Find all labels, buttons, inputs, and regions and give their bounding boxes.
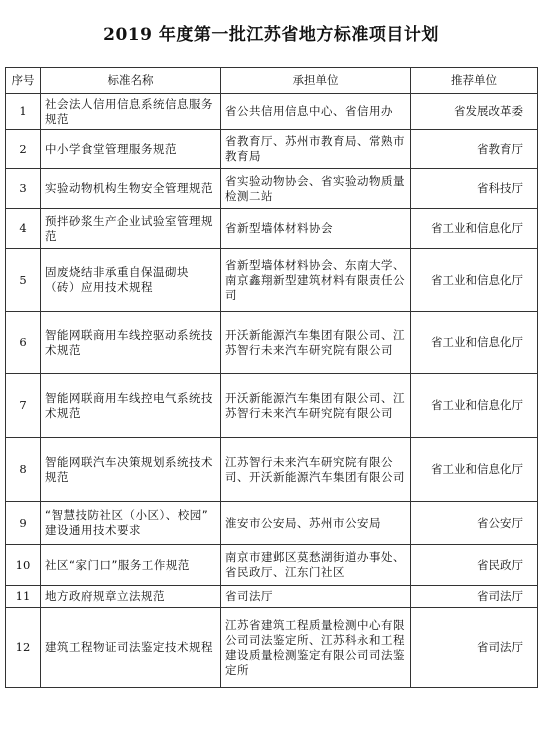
table-row [6, 438, 538, 502]
row-unit: 省公共信用信息中心、省信用办 [221, 94, 411, 130]
row-unit: 省新型墙体材料协会 [221, 209, 411, 249]
row-name: 社会法人信用信息系统信息服务规范 [41, 94, 221, 130]
row-name: 智能网联汽车决策规划系统技术规范 [41, 438, 221, 502]
row-no: 4 [6, 209, 41, 249]
row-no: 12 [6, 608, 41, 688]
row-no: 3 [6, 169, 41, 209]
row-recommender: 省教育厅 [411, 130, 538, 169]
row-recommender: 省工业和信息化厅 [411, 312, 538, 374]
row-unit: 省司法厅 [221, 586, 411, 608]
row-no: 8 [6, 438, 41, 502]
row-unit: 江苏省建筑工程质量检测中心有限公司司法鉴定所、江苏科永和工程建设质量检测鉴定有限公司司法鉴定所 [221, 608, 411, 688]
row-recommender: 省司法厅 [411, 586, 538, 608]
header-recommender: 推荐单位 [411, 68, 538, 94]
row-unit: 江苏智行未来汽车研究院有限公司、开沃新能源汽车集团有限公司 [221, 438, 411, 502]
row-unit: 省教育厅、苏州市教育局、常熟市教育局 [221, 130, 411, 169]
row-no: 10 [6, 545, 41, 586]
header-name: 标准名称 [41, 68, 221, 94]
row-recommender: 省工业和信息化厅 [411, 249, 538, 312]
header-unit: 承担单位 [221, 68, 411, 94]
row-unit: 淮安市公安局、苏州市公安局 [221, 502, 411, 545]
row-name: 地方政府规章立法规范 [41, 586, 221, 608]
row-no: 1 [6, 94, 41, 130]
row-recommender: 省工业和信息化厅 [411, 438, 538, 502]
table-row [6, 502, 538, 545]
row-name: “智慧技防社区（小区）、校园” 建设通用技术要求 [41, 502, 221, 545]
row-recommender: 省司法厅 [411, 608, 538, 688]
row-recommender: 省工业和信息化厅 [411, 374, 538, 438]
row-unit: 省实验动物协会、省实验动物质量检测二站 [221, 169, 411, 209]
row-name: 智能网联商用车线控驱动系统技术规范 [41, 312, 221, 374]
row-unit: 开沃新能源汽车集团有限公司、江苏智行未来汽车研究院有限公司 [221, 374, 411, 438]
row-recommender: 省科技厅 [411, 169, 538, 209]
document-title: 2019 年度第一批江苏省地方标准项目计划 [103, 25, 439, 45]
table-row [6, 94, 538, 130]
table-row [6, 249, 538, 312]
row-name: 社区“家门口”服务工作规范 [41, 545, 221, 586]
table-row [6, 608, 538, 688]
row-unit: 省新型墙体材料协会、东南大学、南京鑫翔新型建筑材料有限责任公司 [221, 249, 411, 312]
row-unit: 南京市建邺区莫愁湖街道办事处、省民政厅、江东门社区 [221, 545, 411, 586]
row-no: 5 [6, 249, 41, 312]
table-row [6, 586, 538, 608]
table-row [6, 169, 538, 209]
table-row [6, 130, 538, 169]
table-row [6, 374, 538, 438]
row-no: 11 [6, 586, 41, 608]
table-row [6, 545, 538, 586]
row-name: 固废烧结非承重自保温砌块（砖）应用技术规程 [41, 249, 221, 312]
row-recommender: 省工业和信息化厅 [411, 209, 538, 249]
row-no: 7 [6, 374, 41, 438]
row-recommender: 省公安厅 [411, 502, 538, 545]
row-no: 2 [6, 130, 41, 169]
row-recommender: 省发展改革委 [411, 94, 538, 130]
row-name: 建筑工程物证司法鉴定技术规程 [41, 608, 221, 688]
row-recommender: 省民政厅 [411, 545, 538, 586]
standards-table [5, 67, 538, 688]
row-name: 中小学食堂管理服务规范 [41, 130, 221, 169]
row-no: 9 [6, 502, 41, 545]
header-no: 序号 [6, 68, 41, 94]
row-unit: 开沃新能源汽车集团有限公司、江苏智行未来汽车研究院有限公司 [221, 312, 411, 374]
row-name: 智能网联商用车线控电气系统技术规范 [41, 374, 221, 438]
row-name: 预拌砂浆生产企业试验室管理规范 [41, 209, 221, 249]
table-header-row [6, 68, 538, 94]
row-name: 实验动物机构生物安全管理规范 [41, 169, 221, 209]
table-row [6, 209, 538, 249]
row-no: 6 [6, 312, 41, 374]
table-row [6, 312, 538, 374]
